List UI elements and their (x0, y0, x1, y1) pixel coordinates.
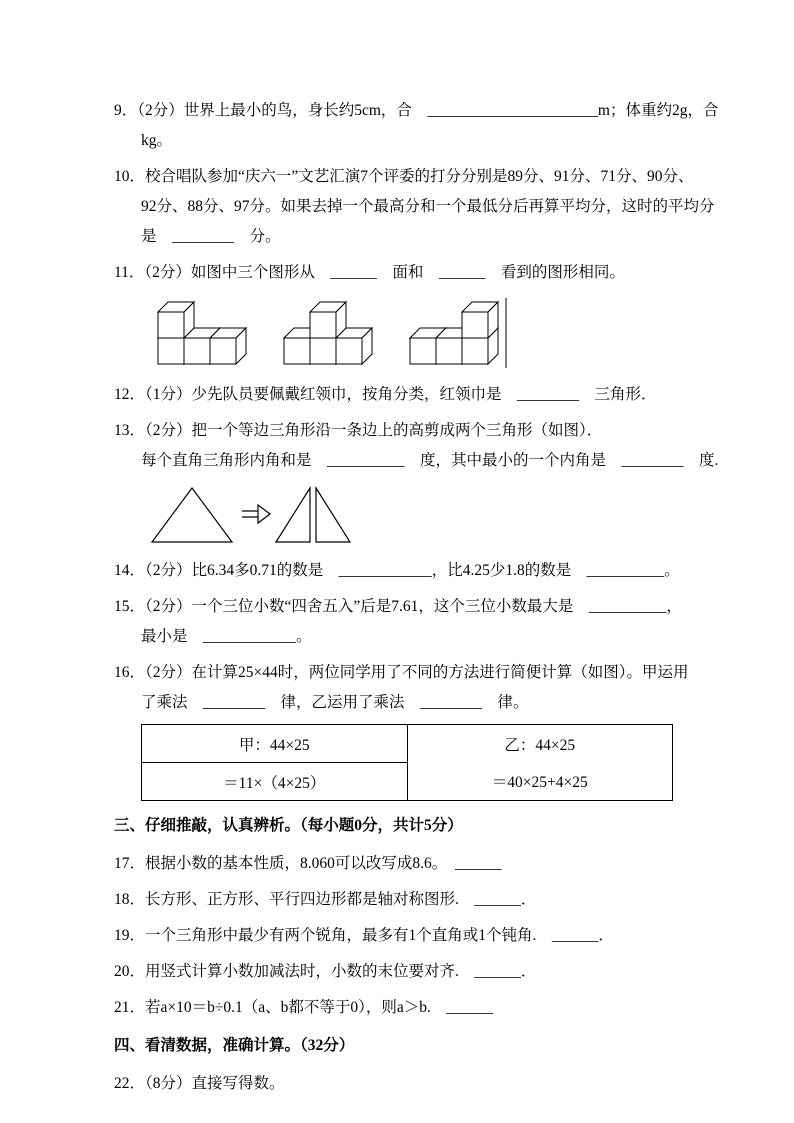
method-jia-expression: 甲：44×25 (142, 725, 407, 763)
method-yi-expression: 乙：44×25 (504, 736, 576, 754)
question-19-line-1: 19．一个三角形中最少有两个锐角，最多有1个直角或1个钝角. ______． (114, 927, 614, 944)
question-19 (114, 921, 684, 951)
question-9 (114, 96, 719, 156)
question-12-line-1: 12．（1分）少先队员要佩戴红领巾，按角分类，红领巾是 ________ 三角形． (114, 386, 657, 403)
question-20-line-1: 20．用竖式计算小数加减法时，小数的末位要对齐. ______． (114, 963, 537, 980)
question-14 (114, 556, 684, 586)
cube-groups-figure (144, 292, 684, 374)
question-10 (114, 162, 715, 252)
method-table-cell-jia (142, 725, 408, 800)
question-10-line-3: 是 ________ 分。 (141, 228, 281, 245)
question-16-line-2: 了乘法 ________ 律，乙运用了乘法 ________ 律。 (141, 694, 529, 711)
question-16 (114, 658, 689, 801)
question-22 (114, 1069, 684, 1099)
question-17-line-1: 17．根据小数的基本性质，8.060可以改写成8.6。 ______ (114, 855, 502, 872)
question-14-line-1: 14．（2分）比6.34多0.71的数是 ____________，比4.25少1.8的数是 __________。 (114, 562, 680, 579)
question-22-line-1: 22．（8分）直接写得数。 (114, 1075, 285, 1092)
method-comparison-table (141, 724, 673, 801)
question-21 (114, 993, 684, 1023)
method-table-cell-yi (408, 725, 673, 800)
question-21-line-1: 21．若a×10＝b÷0.1（a、b都不等于0），则a＞b. ______ (114, 999, 493, 1016)
question-11 (114, 258, 684, 374)
question-17 (114, 849, 684, 879)
question-13-line-1: 13．（2分）把一个等边三角形沿一条边上的高剪成两个三角形（如图）． (114, 422, 603, 439)
section-3-heading: 三、仔细推敲，认真辨析。（每小题0分，共计5分） (114, 817, 463, 834)
question-9-line-2: kg。 (141, 132, 173, 149)
question-18-line-1: 18．长方形、正方形、平行四边形都是轴对称图形. ______． (114, 891, 537, 908)
question-11-line-1: 11．（2分）如图中三个图形从 ______ 面和 ______ 看到的图形相同。 (114, 264, 625, 281)
question-13 (114, 416, 719, 550)
question-13-line-2: 每个直角三角形内角和是 __________ 度，其中最小的一个内角是 ________ 度. (141, 452, 719, 469)
method-yi-step: ＝40×25+4×25 (491, 773, 588, 791)
question-20 (114, 957, 684, 987)
question-18 (114, 885, 684, 915)
question-10-line-1: 10．校合唱队参加“庆六一”文艺汇演7个评委的打分分别是89分、91分、71分、90分、 (114, 168, 694, 185)
question-15-line-2: 最小是 ____________。 (141, 628, 312, 645)
question-16-line-1: 16．（2分）在计算25×44时，两位同学用了不同的方法进行简便计算（如图）。甲运用 (114, 664, 689, 681)
method-jia-step: ＝11×（4×25） (223, 774, 326, 792)
question-15-line-1: 15．（2分）一个三位小数“四舍五入”后是7.61，这个三位小数最大是 __________， (114, 598, 682, 615)
triangle-split-figure (144, 480, 684, 550)
question-15 (114, 592, 684, 652)
cube-groups-drawing (144, 292, 512, 374)
question-9-line-1: 9．（2分）世界上最小的鸟，身长约5cm，合 ______________________m；体重约2g，合 (114, 102, 719, 119)
question-10-line-2: 92分、88分、97分。如果去掉一个最高分和一个最低分后再算平均分，这时的平均分 (141, 198, 715, 215)
section-4-heading: 四、看清数据，准确计算。（32分） (114, 1037, 355, 1054)
triangle-split-drawing (144, 480, 356, 550)
question-12 (114, 380, 684, 410)
